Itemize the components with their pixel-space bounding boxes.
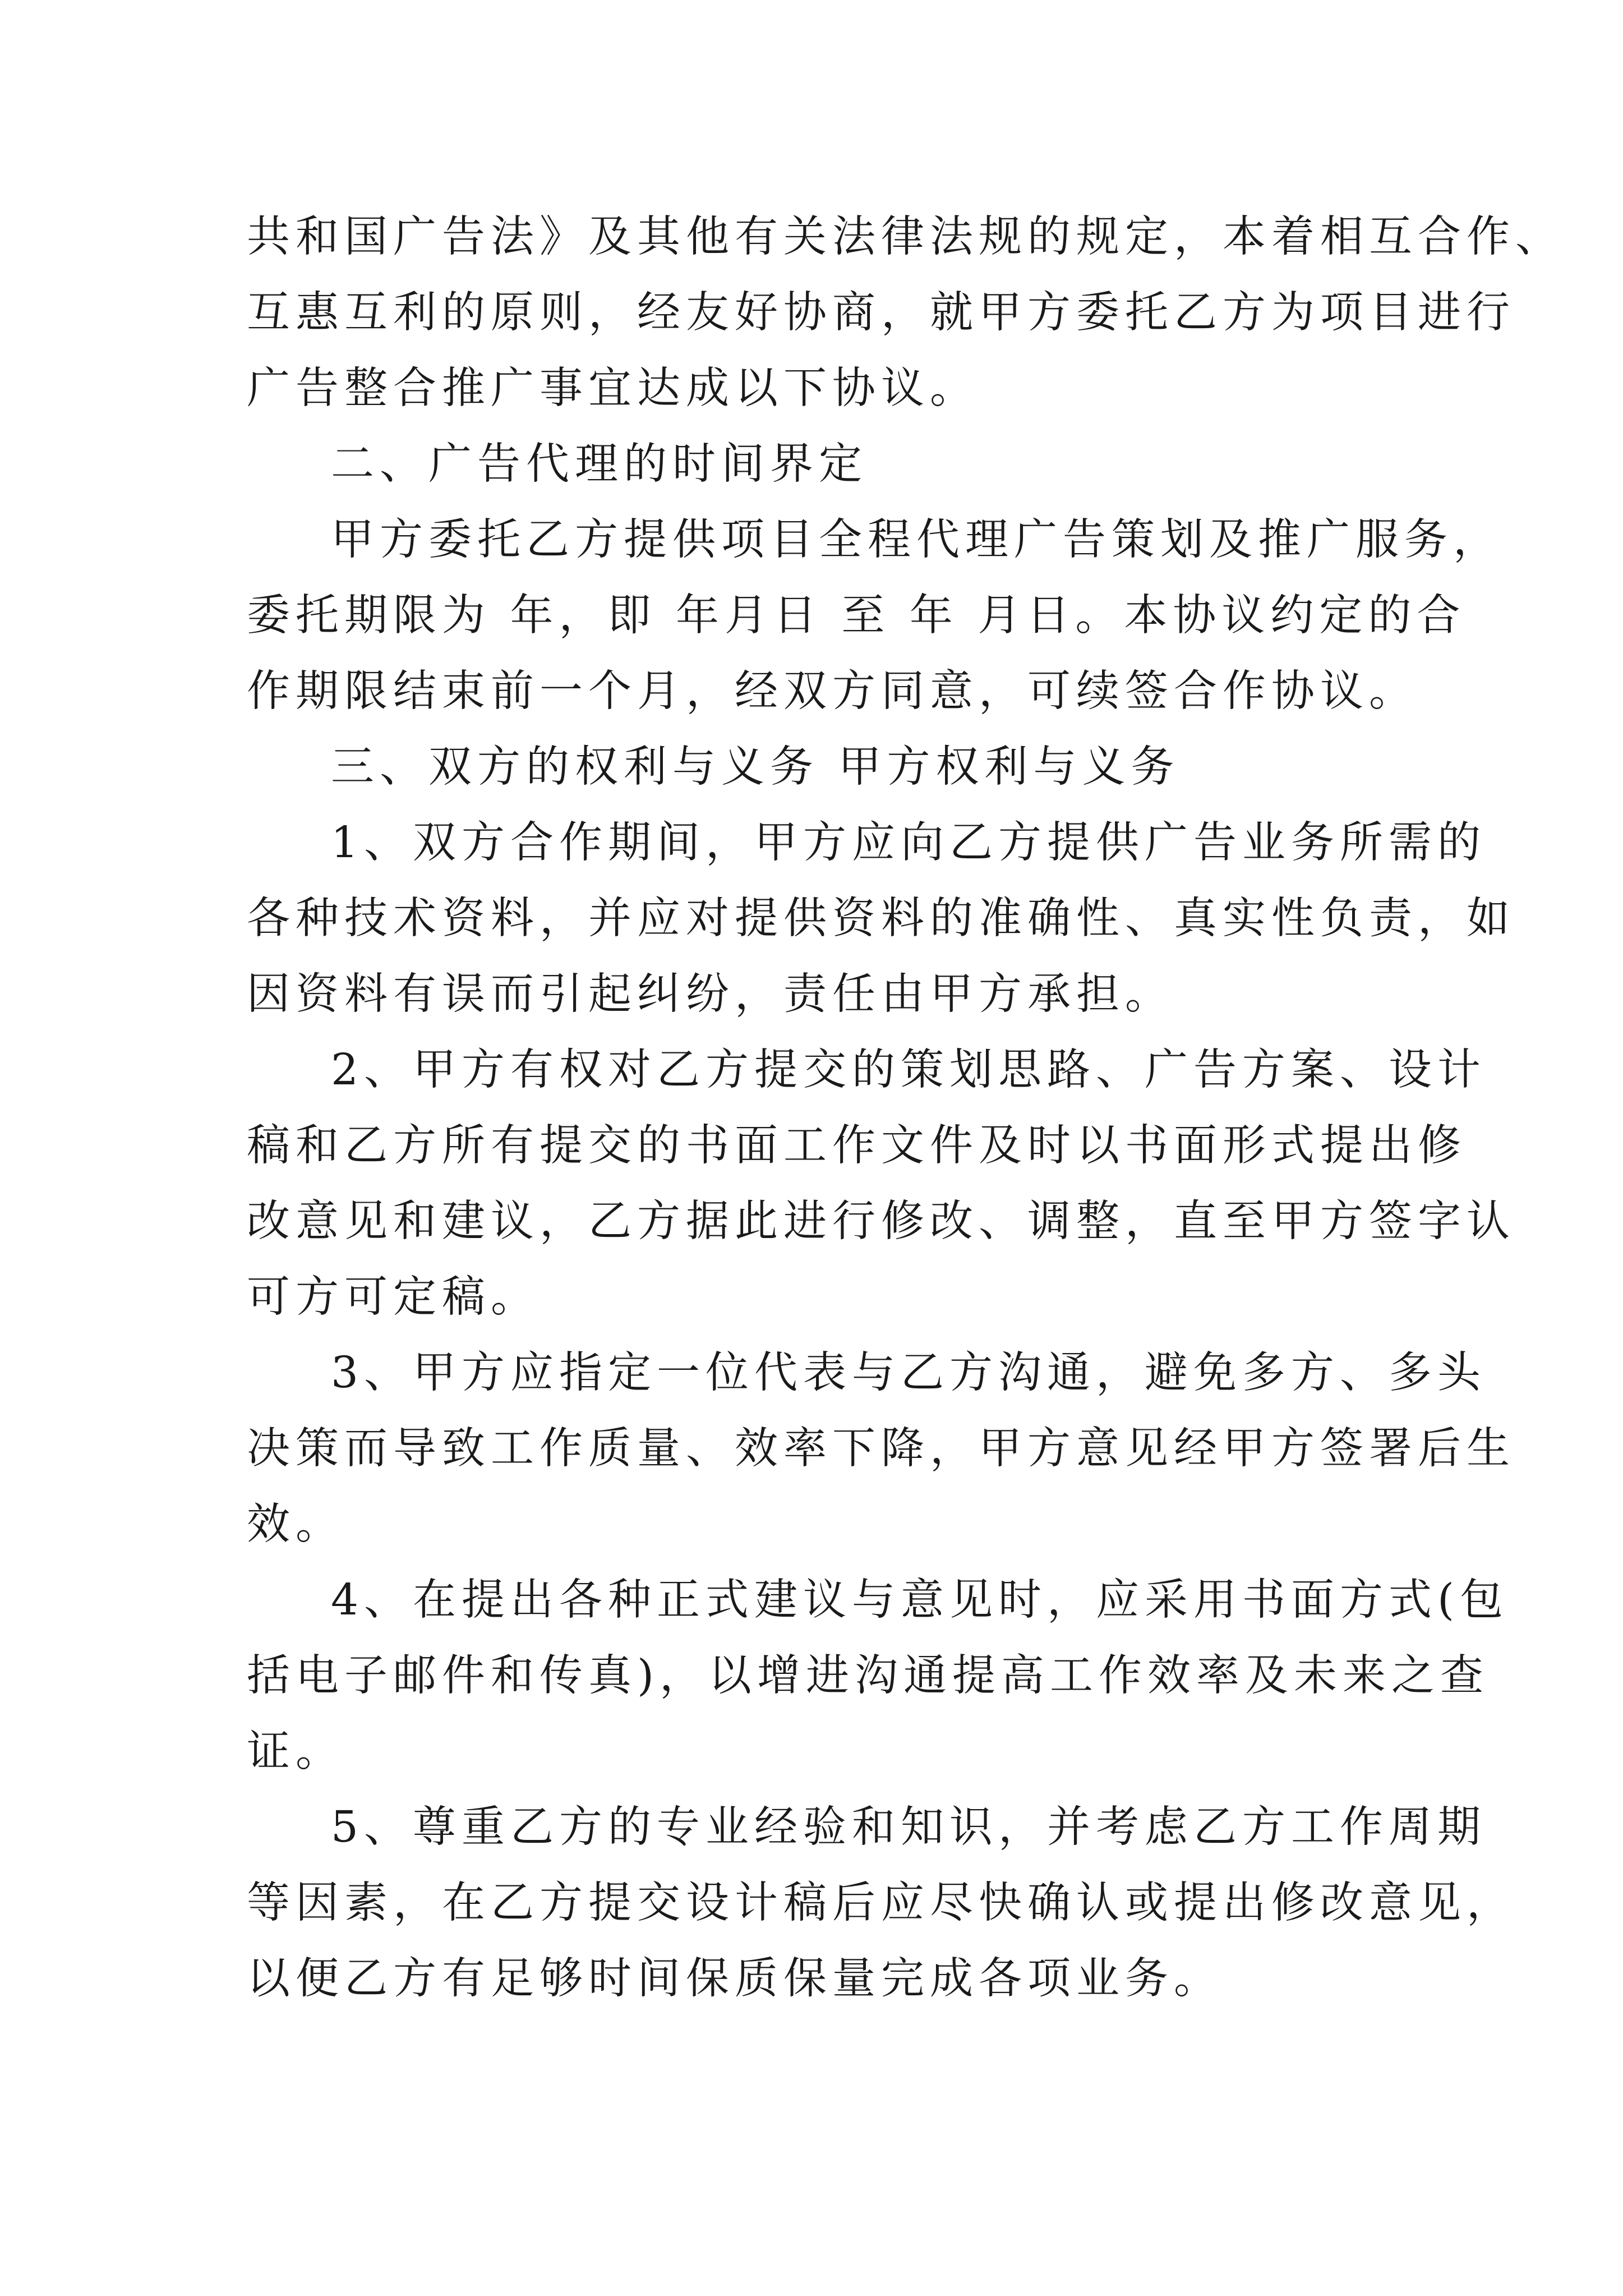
text-line: 2、甲方有权对乙方提交的策划思路、广告方案、设计 [331,1045,1486,1095]
text-line: 等因素，在乙方提交设计稿后应尽快确认或提出修改意见， [247,1878,1515,1928]
text-line: 各种技术资料，并应对提供资料的准确性、真实性负责，如 [247,894,1515,944]
text-line: 因资料有误而引起纠纷，责任由甲方承担。 [247,969,1174,1019]
text-line: 括电子邮件和传真)，以增进沟通提高工作效率及未来之查 [247,1651,1490,1701]
text-line: 证。 [247,1727,344,1777]
text-line: 作期限结束前一个月，经双方同意，可续签合作协议。 [247,666,1418,716]
text-line: 甲方委托乙方提供项目全程代理广告策划及推广服务， [331,515,1502,565]
text-line: 1、双方合作期间，甲方应向乙方提供广告业务所需的 [331,818,1486,868]
text-line: 以便乙方有足够时间保质保量完成各项业务。 [247,1954,1223,2004]
text-line: 效。 [247,1499,344,1549]
text-line: 改意见和建议，乙方据此进行修改、调整，直至甲方签字认 [247,1197,1515,1246]
text-line: 委托期限为 年，即 年月日 至 年 月日。本协议约定的合 [247,591,1466,641]
text-line: 广告整合推广事宜达成以下协议。 [247,364,979,413]
text-line: 决策而导致工作质量、效率下降，甲方意见经甲方签署后生 [247,1424,1515,1474]
text-line: 3、甲方应指定一位代表与乙方沟通，避免多方、多头 [331,1348,1486,1398]
text-line: 4、在提出各种正式建议与意见时，应采用书面方式(包 [331,1575,1509,1625]
section-heading: 三、双方的权利与义务 甲方权利与义务 [331,742,1180,792]
section-heading: 二、广告代理的时间界定 [331,439,868,489]
text-line: 稿和乙方所有提交的书面工作文件及时以书面形式提出修 [247,1121,1467,1171]
document-body [247,199,1564,2017]
text-line: 互惠互利的原则，经友好协商，就甲方委托乙方为项目进行 [247,288,1515,338]
text-line: 可方可定稿。 [247,1272,540,1322]
text-line: 共和国广告法》及其他有关法律法规的规定，本着相互合作、 [247,212,1564,262]
text-line: 5、尊重乙方的专业经验和知识，并考虑乙方工作周期 [331,1802,1486,1852]
